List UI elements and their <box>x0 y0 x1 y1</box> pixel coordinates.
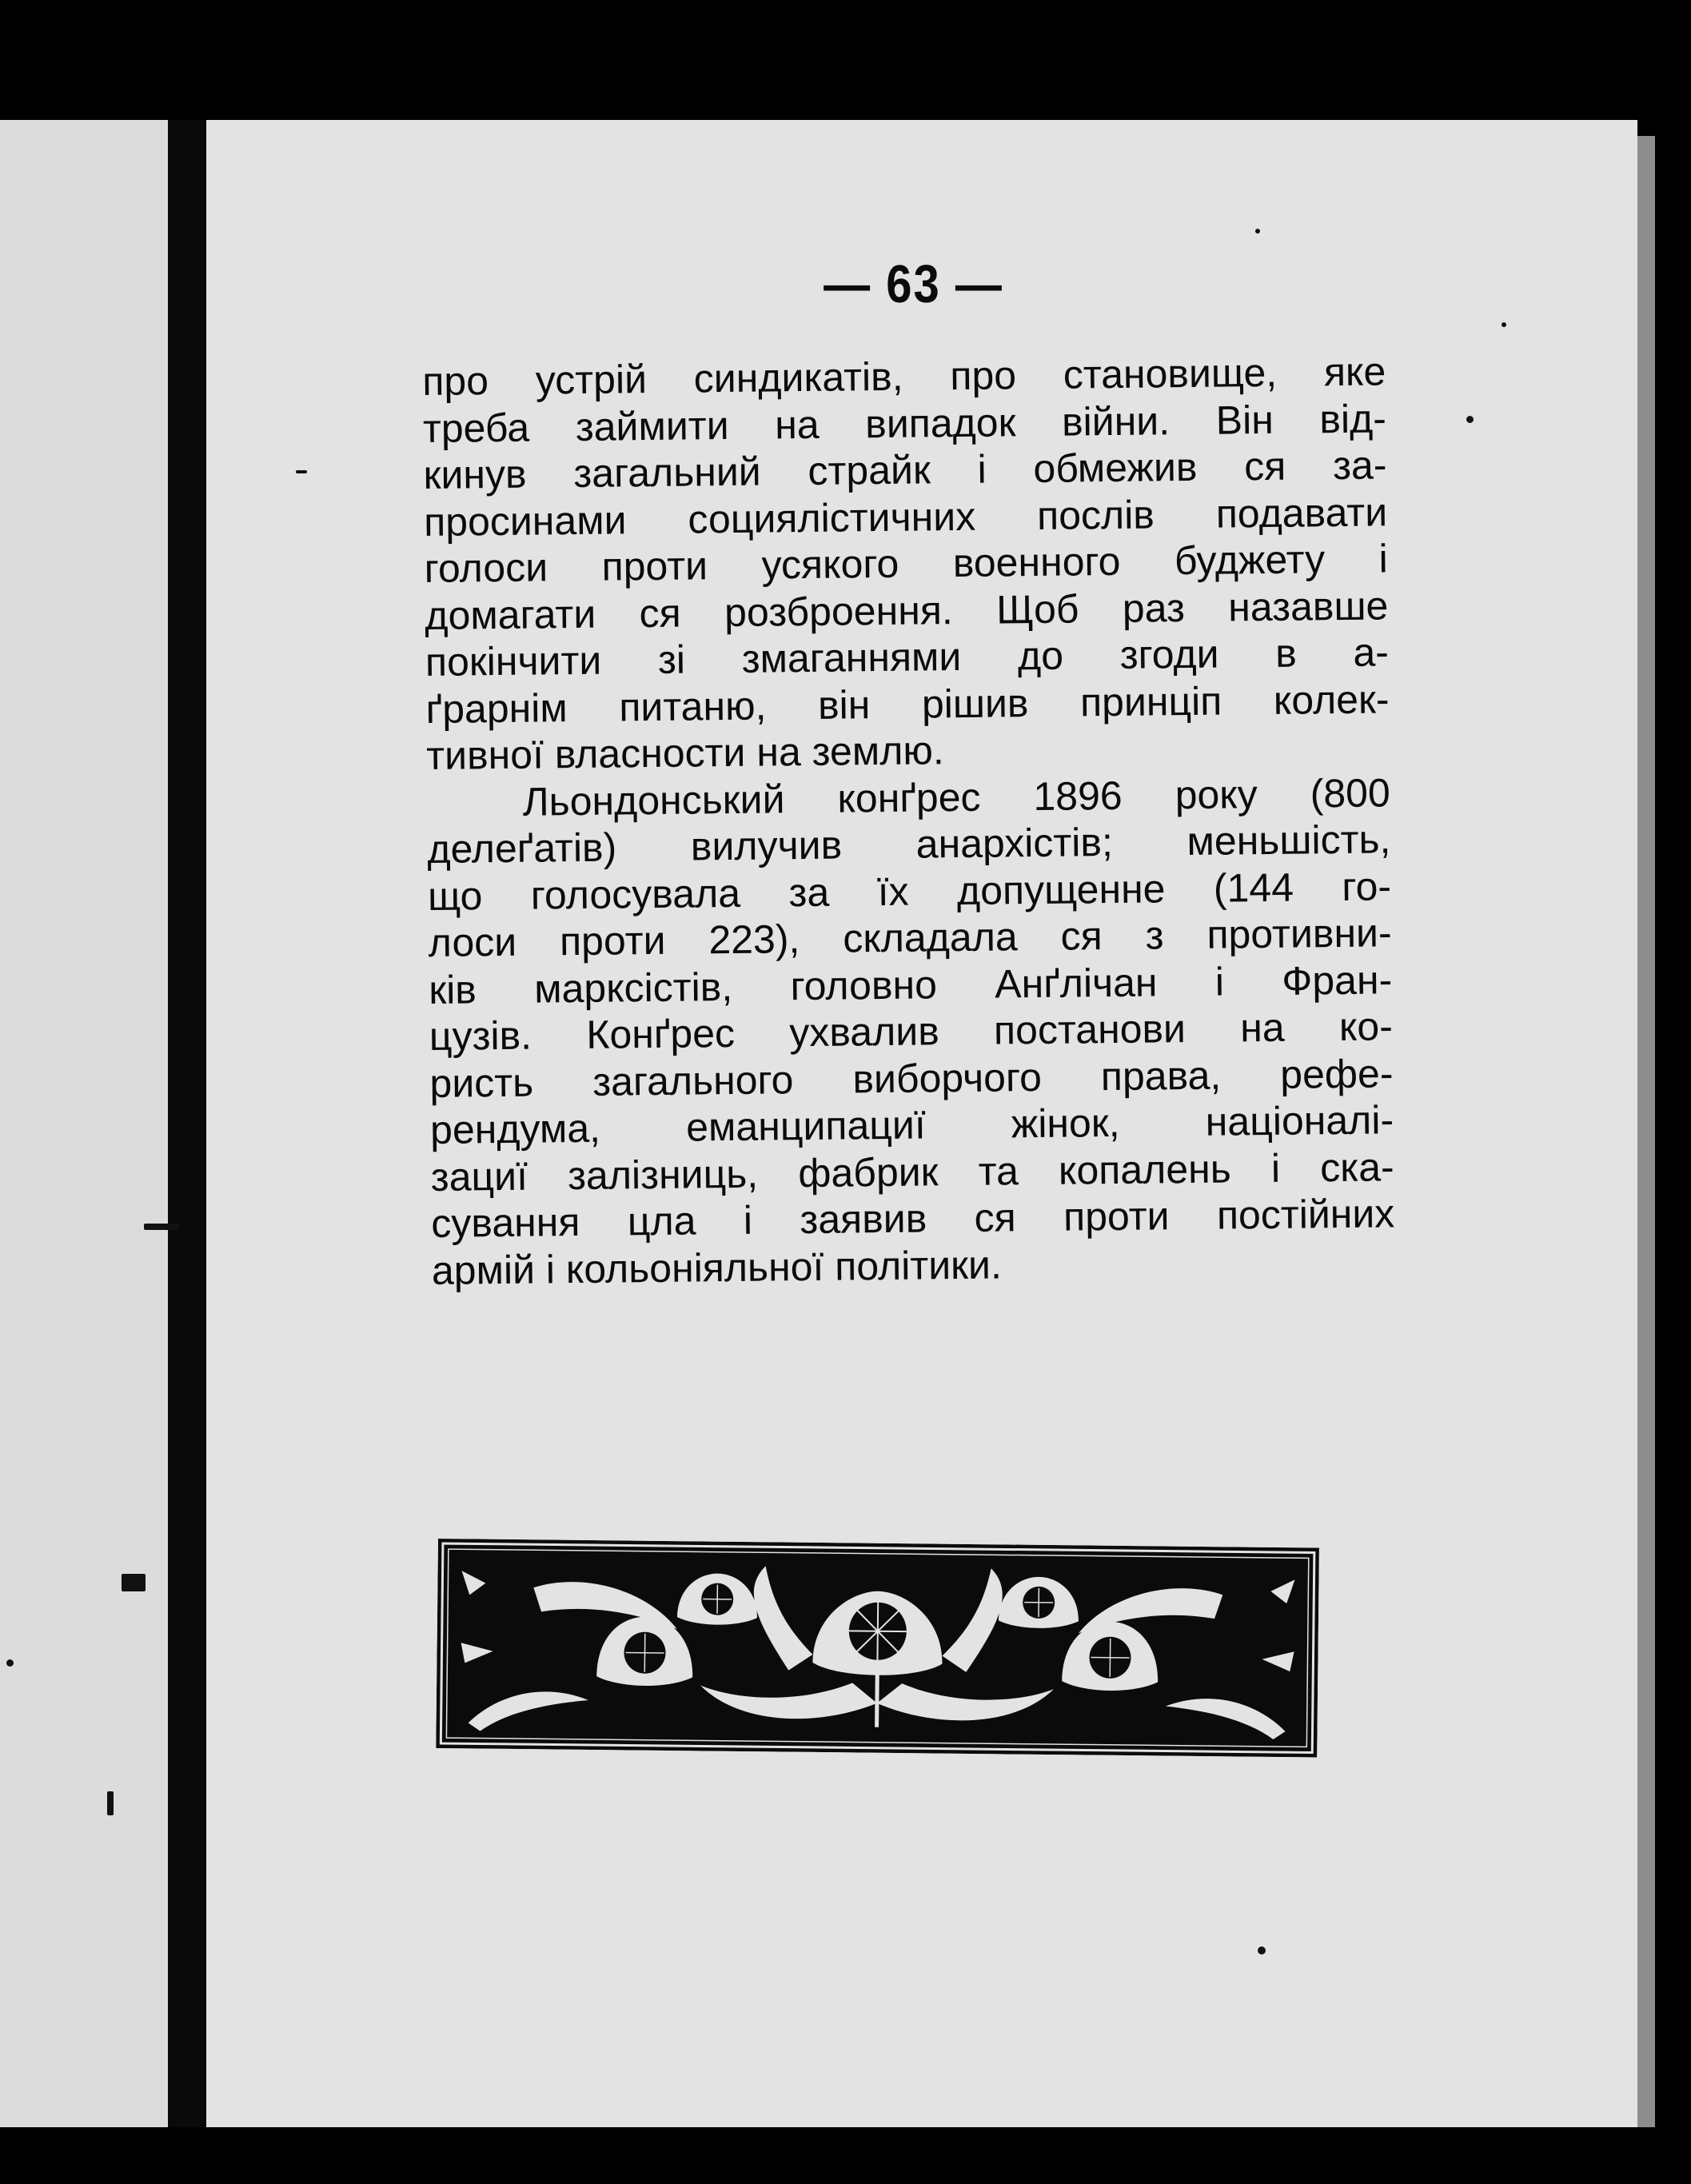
text-line: покінчити зі змаганнями до згоди в а- <box>425 629 1390 685</box>
text-line: кинув загальний страйк і обмежив ся за- <box>423 442 1387 497</box>
text-line: армій і кольоніяльної політики. <box>431 1241 1003 1293</box>
text-line: тивної власности на землю. <box>425 728 945 778</box>
book-gutter <box>168 120 206 2127</box>
paragraph-2 <box>427 769 1396 1294</box>
text-line: делеґатів) вилучив анархістів; меньшість, <box>427 817 1391 872</box>
left-page-edge <box>0 120 168 2127</box>
scan-speck <box>296 470 307 473</box>
text-line: треба займити на випадок війни. Він від- <box>422 395 1387 451</box>
text-line: про устрій синдикатів, про становище, яке <box>422 349 1386 404</box>
scan-speck <box>6 1659 14 1667</box>
text-line: що голосувала за їх допущенне (144 го- <box>427 863 1392 919</box>
scan-speck <box>1502 322 1506 327</box>
paragraph-1 <box>422 348 1390 779</box>
scan-speck <box>1255 229 1260 234</box>
page-number: — 63 — <box>824 254 1003 314</box>
text-line: зациї залізниць, фабрик та копалень і ска- <box>430 1144 1394 1200</box>
text-line: рендума, еманципациї жінок, націоналі- <box>429 1097 1394 1152</box>
text-line: Льондонський конґрес 1896 року (800 <box>522 769 1391 824</box>
text-line: цузів. Конґрес ухвалив постанови на ко- <box>429 1004 1394 1059</box>
text-line: ристь загального виборчого права, рефе- <box>429 1050 1394 1106</box>
page-stack-edge <box>1637 136 1655 2127</box>
text-line: голоси проти усякого военного буджету і <box>424 536 1388 591</box>
text-line: сування цла і заявив ся проти постійних <box>431 1191 1395 1246</box>
text-line: просинами социялістичних послів подавати <box>423 489 1388 545</box>
text-line: ків марксістів, головно Анґлічан і Фран- <box>428 956 1393 1012</box>
scan-speck <box>1258 1946 1266 1954</box>
text-line: ґрарнім питаню, він рішив принціп колек- <box>425 676 1390 732</box>
thistle-ornament-icon <box>436 1539 1319 1758</box>
text-line: домагати ся розброення. Щоб раз назавше <box>425 582 1389 638</box>
scan-speck <box>1466 416 1474 423</box>
scan-speck <box>107 1791 114 1815</box>
scan-speck <box>122 1574 146 1591</box>
scan-speck <box>144 1224 179 1230</box>
text-line: лоси проти 223), складала ся з противни- <box>428 910 1392 965</box>
body-text <box>422 348 1395 1294</box>
